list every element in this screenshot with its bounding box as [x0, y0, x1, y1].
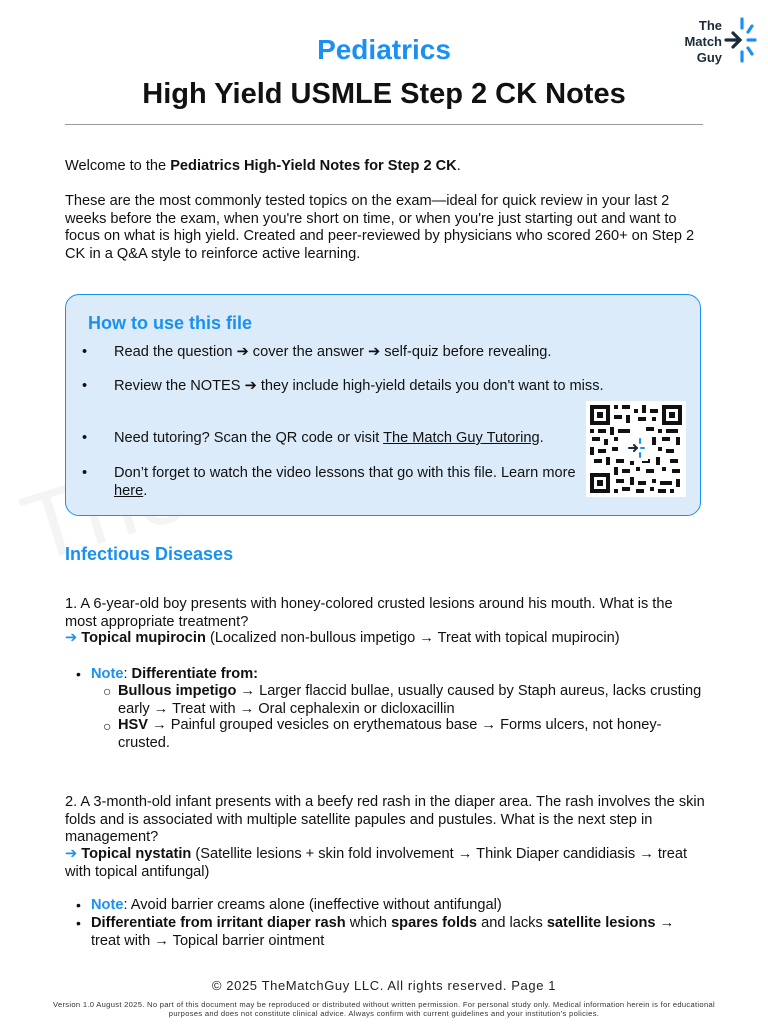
page-title: High Yield USMLE Step 2 CK Notes	[142, 78, 626, 110]
how-item-1: • Read the question ➔ cover the answer ➔ self-quiz before revealing.	[82, 344, 552, 360]
question-1-note: Note: Differentiate from:	[91, 666, 259, 682]
question-2-answer: ➔ Topical nystatin (Satellite lesions + skin fold involvement → Think Diaper candidiasis → treat with topical antifungal)	[65, 846, 688, 880]
sub-bullet: ○	[103, 683, 112, 699]
how-to-use-title: How to use this file	[88, 313, 253, 333]
starburst-arrow-icon	[724, 16, 760, 68]
question-1-subitem-2: HSV → Painful grouped vesicles on erythematous base → Forms ulcers, not honey-crusted.	[118, 717, 662, 751]
video-lessons-link[interactable]: here	[114, 482, 144, 499]
page-footer: © 2025 TheMatchGuy LLC. All rights reserved. Page 1	[211, 978, 557, 993]
intro-description: These are the most commonly tested topics on the exam—ideal for quick review in your last 2 weeks before the exam, when you're short on time, or when you're just starting out and want to focus on what is high yield. Created and peer-reviewed by physicians who scored 260+ on Step 2 CK in a Q&A style to reinforce active learning.	[65, 193, 695, 262]
question-1-answer: ➔ Topical mupirocin (Localized non-bullous impetigo → Treat with topical mupirocin)	[65, 630, 620, 646]
welcome-text: Welcome to the Pediatrics High-Yield Notes for Step 2 CK.	[65, 158, 461, 174]
section-title: Infectious Diseases	[65, 544, 234, 564]
question-2-differentiate: Differentiate from irritant diaper rash which spares folds and lacks satellite lesions → treat with → Topical barrier ointment	[91, 915, 675, 949]
question-1-subitem-1: Bullous impetigo → Larger flaccid bullae, usually caused by Staph aureus, lacks crusting early → Treat with → Oral cephalexin or dicloxacillin	[118, 683, 702, 717]
question-2-note: Note: Avoid barrier creams alone (ineffective without antifungal)	[91, 897, 502, 913]
subject-title: Pediatrics	[317, 34, 451, 65]
logo-line-3: Guy	[696, 50, 722, 65]
logo-line-1: The	[698, 18, 722, 33]
bullet: •	[76, 666, 81, 682]
question-1-text: 1. A 6-year-old boy presents with honey-colored crusted lesions around his mouth. What is the most appropriate treatment?	[65, 596, 673, 630]
fine-print: Version 1.0 August 2025. No part of this document may be reproduced or distributed without written permission. For personal study only. Medical information herein is for educational purposes and does not constitute clinical advice. Always confirm with current guidelines and your institution’s policies.	[53, 1000, 715, 1018]
arrow-icon: ➔	[65, 846, 78, 862]
qr-code-icon	[586, 401, 686, 497]
tutoring-link[interactable]: The Match Guy Tutoring	[383, 430, 540, 446]
match-guy-logo	[676, 16, 760, 68]
question-2-text: 2. A 3-month-old infant presents with a beefy red rash in the diaper area. The rash involves the skin folds and is associated with multiple satellite papules and pustules. What is the next step in management?	[65, 794, 705, 845]
header-divider	[65, 124, 703, 125]
how-to-use-box	[65, 294, 701, 516]
bullet: •	[76, 915, 81, 931]
how-item-4: • Don’t forget to watch the video lessons that go with this file. Learn more here.	[82, 465, 576, 499]
how-item-2: • Review the NOTES ➔ they include high-yield details you don't want to miss.	[82, 378, 604, 394]
how-item-3: • Need tutoring? Scan the QR code or visit The Match Guy Tutoring.	[82, 430, 544, 446]
arrow-icon: ➔	[65, 630, 78, 646]
logo-line-2: Match	[684, 34, 722, 49]
tutoring-qr-code[interactable]	[586, 401, 686, 497]
bullet: •	[76, 897, 81, 913]
sub-bullet: ○	[103, 718, 112, 734]
